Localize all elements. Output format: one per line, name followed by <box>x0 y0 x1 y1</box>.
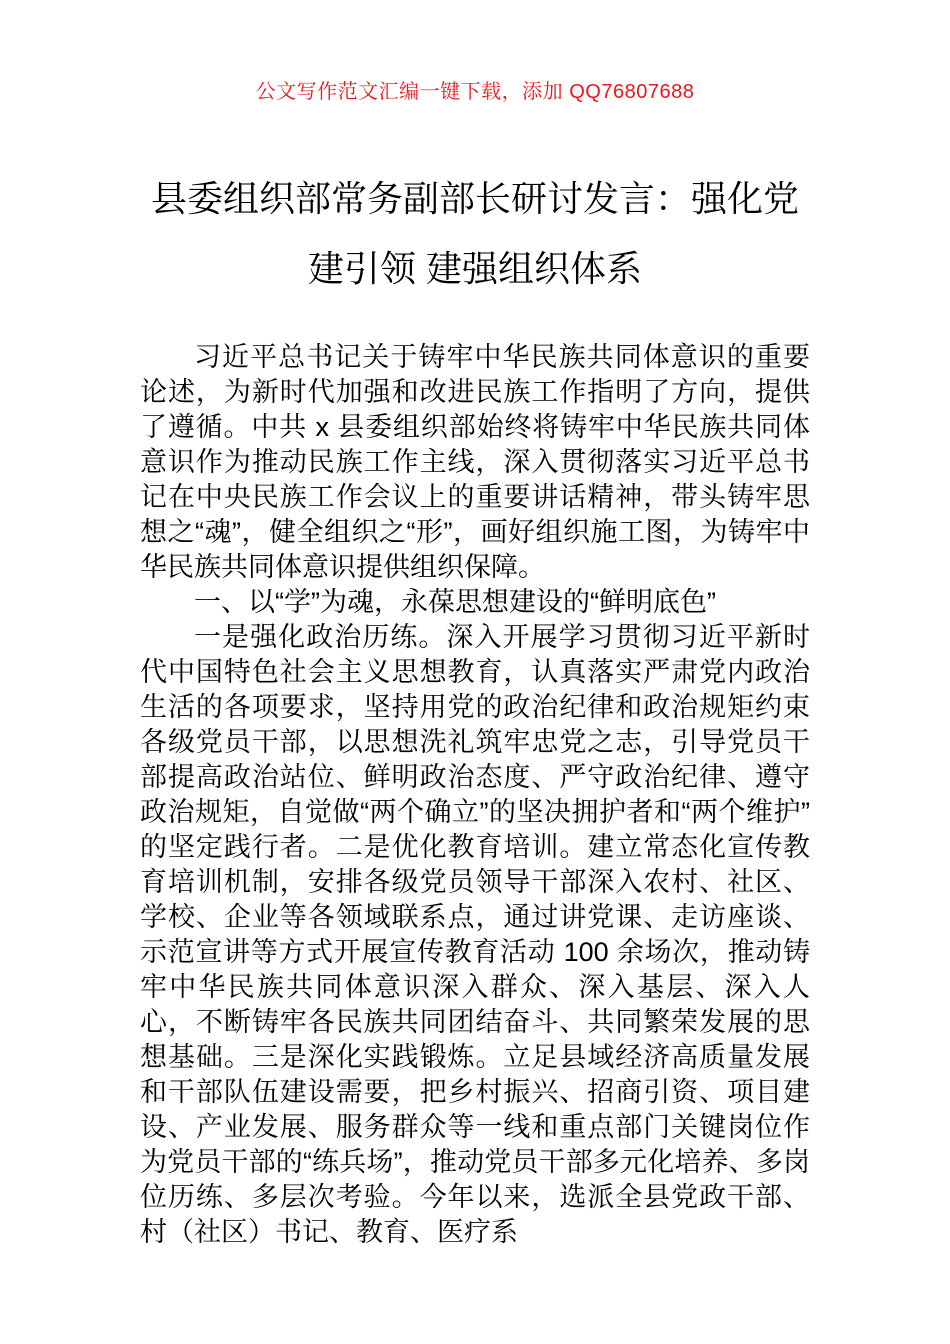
ad-banner-text: 公文写作范文汇编一键下载，添加 QQ76807688 <box>255 81 695 103</box>
body-paragraph-intro: 习近平总书记关于铸牢中华民族共同体意识的重要论述，为新时代加强和改进民族工作指明了方向，提供了遵循。中共 x 县委组织部始终将铸牢中华民族共同体意识作为推动民族工作主线，深入贯彻落实习近平总书记在中央民族工作会议上的重要讲话精神，带头铸牢思想之“魂”，健全组织之“形”，画好组织施工图，为铸牢中华民族共同体意识提供组织保障。 <box>140 342 810 582</box>
body-paragraph-section-1: 一是强化政治历练。深入开展学习贯彻习近平新时代中国特色社会主义思想教育，认真落实严肃党内政治生活的各项要求，坚持用党的政治纪律和政治规矩约束各级党员干部，以思想洗礼筑牢忠党之志，引导党员干部提高政治站位、鲜明政治态度、严守政治纪律、遵守政治规矩，自觉做“两个确立”的坚决拥护者和“两个维护”的坚定践行者。二是优化教育培训。建立常态化宣传教育培训机制，安排各级党员领导干部深入农村、社区、学校、企业等各领域联系点，通过讲党课、走访座谈、示范宣讲等方式开展宣传教育活动 100 余场次，推动铸牢中华民族共同体意识深入群众、深入基层、深入人心，不断铸牢各民族共同团结奋斗、共同繁荣发展的思想基础。三是深化实践锻炼。立足县域经济高质量发展和干部队伍建设需要，把乡村振兴、招商引资、项目建设、产业发展、服务群众等一线和重点部门关键岗位作为党员干部的“练兵场”，推动党员干部多元化培养、多岗位历练、多层次考验。今年以来，选派全县党政干部、村（社区）书记、教育、医疗系 <box>140 622 810 1247</box>
document-body <box>140 340 810 1250</box>
section-heading-1: 一、以“学”为魂，永葆思想建设的“鲜明底色” <box>194 587 716 617</box>
document-title: 县委组织部常务副部长研讨发言：强化党建引领 建强组织体系 <box>150 178 799 289</box>
